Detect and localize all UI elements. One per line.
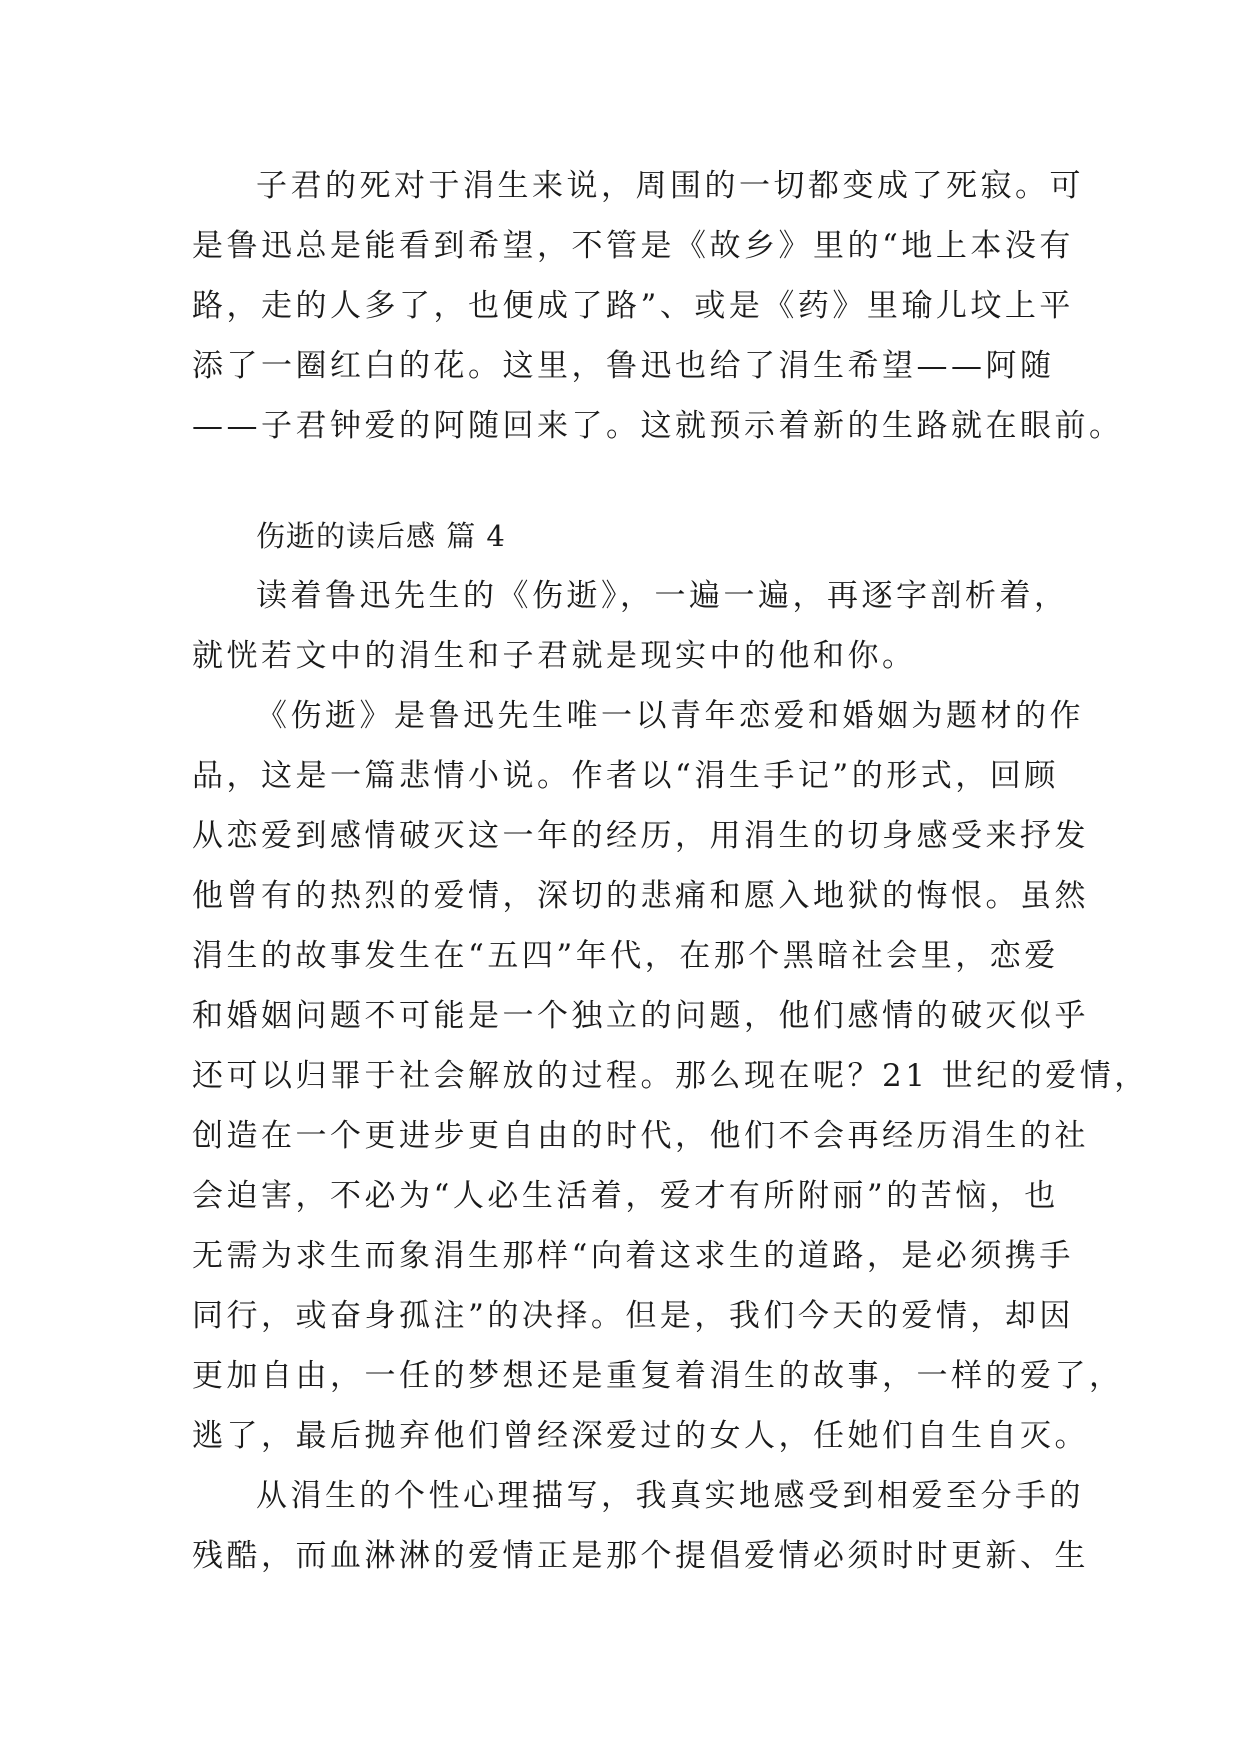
paragraph-line: 《伤逝》是鲁迅先生唯一以青年恋爱和婚姻为题材的作 — [256, 698, 1084, 734]
paragraph-line: ——子君钟爱的阿随回来了。这就预示着新的生路就在眼前。 — [192, 408, 1124, 444]
paragraph-line: 品，这是一篇悲情小说。作者以“涓生手记”的形式，回顾 — [192, 758, 1059, 794]
paragraph-line: 子君的死对于涓生来说，周围的一切都变成了死寂。可 — [256, 168, 1084, 204]
paragraph-line: 从恋爱到感情破灭这一年的经历，用涓生的切身感受来抒发 — [192, 818, 1089, 854]
paragraph-line: 他曾有的热烈的爱情，深切的悲痛和愿入地狱的悔恨。虽然 — [192, 878, 1089, 914]
paragraph-line: 更加自由，一任的梦想还是重复着涓生的故事，一样的爱了， — [192, 1358, 1124, 1394]
paragraph-line: 残酷，而血淋淋的爱情正是那个提倡爱情必须时时更新、生 — [192, 1538, 1089, 1574]
paragraph-line: 还可以归罪于社会解放的过程。那么现在呢？21 世纪的爱情， — [192, 1058, 1149, 1094]
paragraph-line: 和婚姻问题不可能是一个独立的问题，他们感情的破灭似乎 — [192, 998, 1089, 1034]
paragraph-line: 逃了，最后抛弃他们曾经深爱过的女人，任她们自生自灭。 — [192, 1418, 1089, 1454]
paragraph-line: 从涓生的个性心理描写，我真实地感受到相爱至分手的 — [256, 1478, 1084, 1514]
paragraph-line: 会迫害，不必为“人必生活着，爱才有所附丽”的苦恼，也 — [192, 1178, 1059, 1214]
paragraph-line: 涓生的故事发生在“五四”年代，在那个黑暗社会里，恋爱 — [192, 938, 1059, 974]
paragraph-line: 路，走的人多了，也便成了路”、或是《药》里瑜儿坟上平 — [192, 288, 1074, 324]
paragraph-line: 是鲁迅总是能看到希望，不管是《故乡》里的“地上本没有 — [192, 228, 1074, 264]
paragraph-line: 就恍若文中的涓生和子君就是现实中的他和你。 — [192, 638, 917, 674]
paragraph-line: 添了一圈红白的花。这里，鲁迅也给了涓生希望——阿随 — [192, 348, 1055, 384]
section-heading: 伤逝的读后感 篇 4 — [256, 519, 506, 553]
paragraph-line: 创造在一个更进步更自由的时代，他们不会再经历涓生的社 — [192, 1118, 1089, 1154]
paragraph-line: 读着鲁迅先生的《伤逝》，一遍一遍，再逐字剖析着， — [256, 578, 1069, 614]
paragraph-line: 无需为求生而象涓生那样“向着这求生的道路，是必须携手 — [192, 1238, 1074, 1274]
paragraph-line: 同行，或奋身孤注”的决择。但是，我们今天的爱情，却因 — [192, 1298, 1074, 1334]
